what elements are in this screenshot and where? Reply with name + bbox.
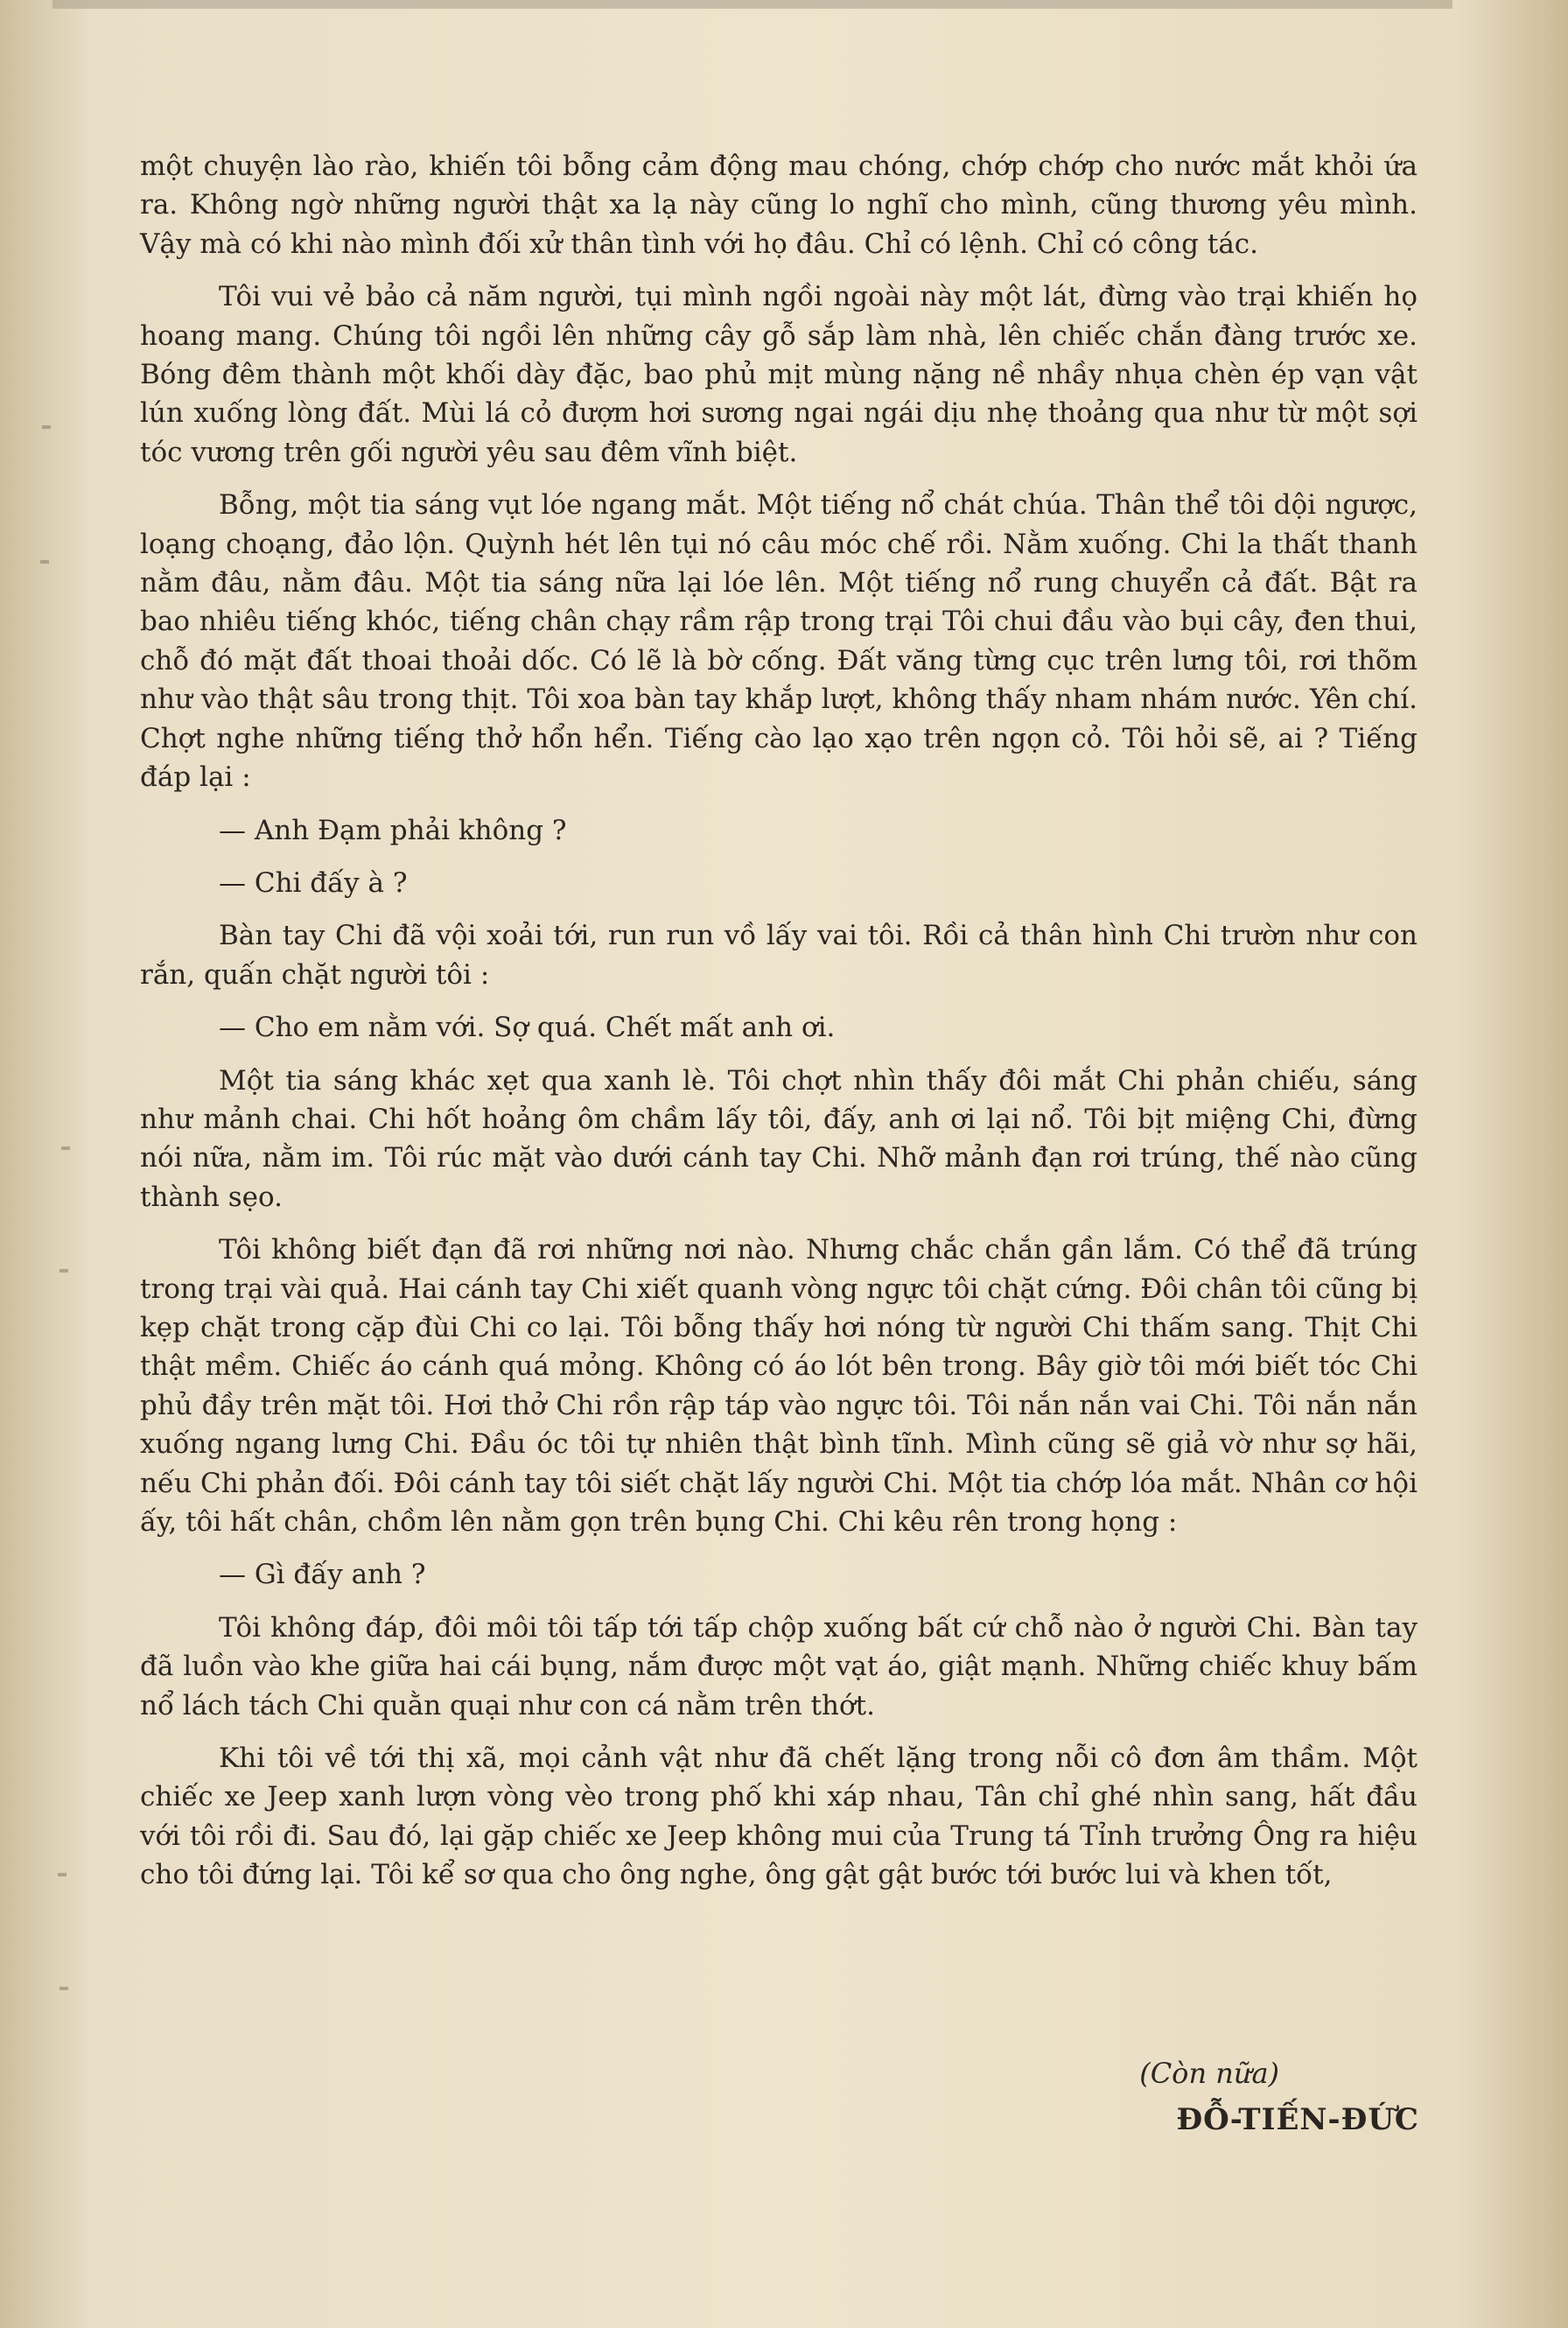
page-speck xyxy=(42,425,51,429)
page-top-edge xyxy=(52,0,1452,9)
paragraph: một chuyện lào rào, khiến tôi bỗng cảm động mau chóng, chớp chớp cho nước mắt khỏi ứa ra. Không ngờ những người thật xa lạ này cũng lo nghĩ cho mình, cũng thương yêu mình. Vậy mà có khi nào mình đối xử thân tình với họ đâu. Chỉ có lệnh. Chỉ có công tác. xyxy=(140,151,1418,260)
continued-note: (Còn nữa) xyxy=(1139,2057,1279,2090)
dialogue-line: — Chi đấy à ? xyxy=(219,866,408,899)
dialogue-line: — Gì đấy anh ? xyxy=(219,1559,426,1591)
paragraph: Tôi không đáp, đôi môi tôi tấp tới tấp chộp xuống bất cứ chỗ nào ở người Chi. Bàn tay đã luồn vào khe giữa hai cái bụng, nắm được một vạt áo, giật mạnh. Những chiếc khuy bấm nổ lách tách Chi quằn quại như con cá nằm trên thớt. xyxy=(140,1611,1418,1721)
page-speck xyxy=(60,1987,68,1990)
page-speck xyxy=(60,1269,68,1273)
paragraph: Một tia sáng khác xẹt qua xanh lè. Tôi chợt nhìn thấy đôi mắt Chi phản chiếu, sáng như mảnh chai. Chi hốt hoảng ôm chầm lấy tôi, đấy, anh ơi lại nổ. Tôi bịt miệng Chi, đừng nói nữa, nằm im. Tôi rúc mặt vào dưới cánh tay Chi. Nhỡ mảnh đạn rơi trúng, thế nào cũng thành sẹo. xyxy=(140,1064,1418,1213)
paragraph: Bàn tay Chi đã vội xoải tới, run run vồ lấy vai tôi. Rồi cả thân hình Chi trườn như con rắn, quấn chặt người tôi : xyxy=(140,920,1418,991)
paragraph: Bỗng, một tia sáng vụt lóe ngang mắt. Một tiếng nổ chát chúa. Thân thể tôi dội ngược, loạng choạng, đảo lộn. Quỳnh hét lên tụi nó câu móc chế rồi. Nằm xuống. Chi la thất thanh nằm đâu, nằm đâu. Một tia sáng nữa lại lóe lên. Một tiếng nổ rung chuyển cả đất. Bật ra bao nhiêu tiếng khóc, tiếng chân chạy rầm rập trong trại Tôi chui đầu vào bụi cây, đen thui, chỗ đó mặt đất thoai thoải dốc. Có lẽ là bờ cống. Đất văng từng cục trên lưng tôi, rơi thõm như vào thật sâu trong thịt. Tôi xoa bàn tay khắp lượt, không thấy nham nhám nước. Yên chí. Chợt nghe những tiếng thở hổn hển. Tiếng cào lạo xạo trên ngọn cỏ. Tôi hỏi sẽ, ai ? Tiếng đáp lại : xyxy=(140,489,1418,794)
page-speck xyxy=(58,1873,66,1876)
article-body xyxy=(140,147,1418,1909)
article-footer xyxy=(1139,2057,1419,2137)
paragraph: Tôi vui vẻ bảo cả năm người, tụi mình ngồi ngoài này một lát, đừng vào trại khiến họ hoang mang. Chúng tôi ngồi lên những cây gỗ sắp làm nhà, lên chiếc chắn đàng trước xe. Bóng đêm thành một khối dày đặc, bao phủ mịt mùng nặng nề nhầy nhụa chèn ép vạn vật lún xuống lòng đất. Mùi lá cỏ đượm hơi sương ngai ngái dịu nhẹ thoảng qua như từ một sợi tóc vương trên gối người yêu sau đêm vĩnh biệt. xyxy=(140,281,1418,468)
dialogue-line: — Anh Đạm phải không ? xyxy=(219,814,567,846)
paragraph: Khi tôi về tới thị xã, mọi cảnh vật như đã chết lặng trong nỗi cô đơn âm thầm. Một chiếc xe Jeep xanh lượn vòng vèo trong phố khi xáp nhau, Tân chỉ ghé nhìn sang, hất đầu với tôi rồi đi. Sau đó, lại gặp chiếc xe Jeep không mui của Trung tá Tỉnh trưởng Ông ra hiệu cho tôi đứng lại. Tôi kể sơ qua cho ông nghe, ông gật gật bước tới bước lui và khen tốt, xyxy=(140,1742,1418,1891)
page-speck xyxy=(61,1146,70,1150)
author-name: ĐỖ-TIẾN-ĐỨC xyxy=(1176,2102,1419,2137)
dialogue-line: — Cho em nằm với. Sợ quá. Chết mất anh ơi. xyxy=(219,1012,836,1044)
page-speck xyxy=(40,560,49,564)
paragraph: Tôi không biết đạn đã rơi những nơi nào. Nhưng chắc chắn gần lắm. Có thể đã trúng trong trại vài quả. Hai cánh tay Chi xiết quanh vòng ngực tôi chặt cứng. Đôi chân tôi cũng bị kẹp chặt trong cặp đùi Chi co lại. Tôi bỗng thấy hơi nóng từ người Chi thấm sang. Thịt Chi thật mềm. Chiếc áo cánh quá mỏng. Không có áo lót bên trong. Bây giờ tôi mới biết tóc Chi phủ đầy trên mặt tôi. Hơi thở Chi rồn rập táp vào ngực tôi. Tôi nắn nắn vai Chi. Tôi nắn nắn xuống ngang lưng Chi. Đầu óc tôi tự nhiên thật bình tĩnh. Mình cũng sẽ giả vờ như sợ hãi, nếu Chi phản đối. Đôi cánh tay tôi siết chặt lấy người Chi. Một tia chớp lóa mắt. Nhân cơ hội ấy, tôi hất chân, chồm lên nằm gọn trên bụng Chi. Chi kêu rên trong họng : xyxy=(140,1234,1418,1538)
